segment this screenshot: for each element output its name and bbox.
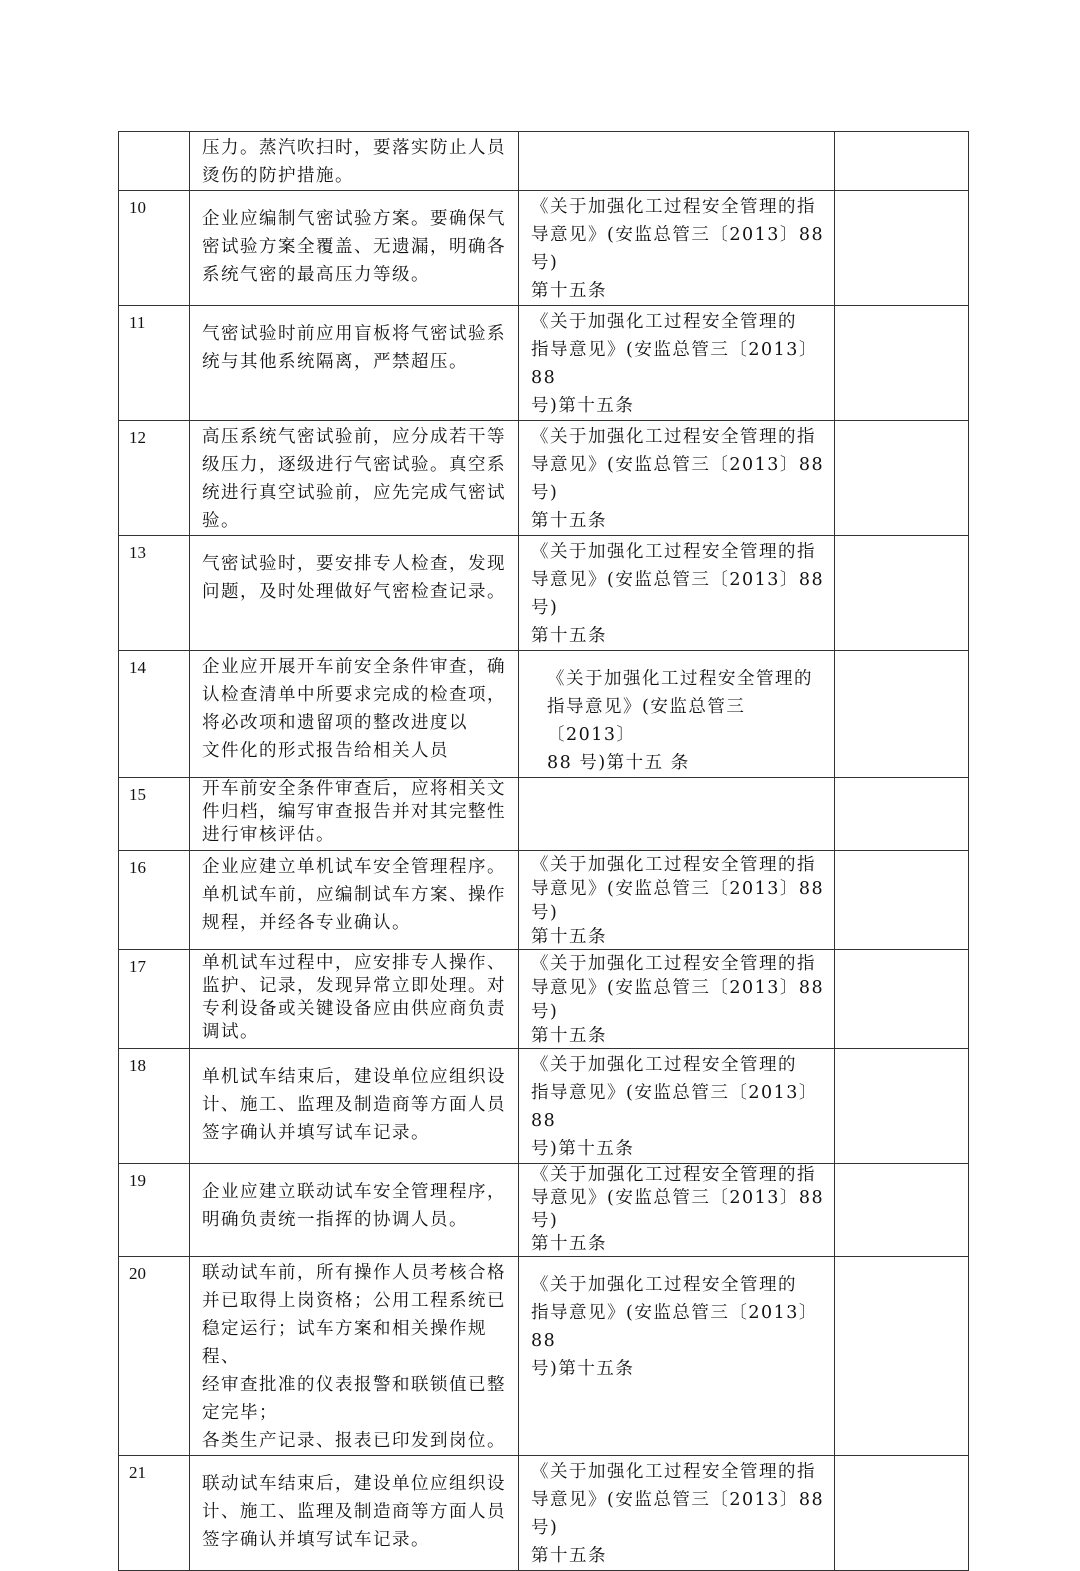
basis-cell xyxy=(519,1456,835,1571)
requirement-text: 气密试验时前应用盲板将气密试验系 统与其他系统隔离，严禁超压。 xyxy=(202,324,506,372)
table-row xyxy=(119,306,969,421)
remark-cell xyxy=(835,851,969,950)
table-row xyxy=(119,421,969,536)
basis-text: 《关于加强化工过程安全管理的指 导意见》(安监总管三〔2013〕88 号) 第十五条 xyxy=(531,197,825,301)
basis-cell xyxy=(519,651,835,778)
requirement-text: 企业应建立联动试车安全管理程序， 明确负责统一指挥的协调人员。 xyxy=(202,1182,506,1230)
basis-text: 《关于加强化工过程安全管理的 指导意见》(安监总管三〔2013〕88 号)第十五条 xyxy=(531,1055,818,1159)
requirement-cell xyxy=(190,1049,519,1164)
table-row xyxy=(119,778,969,851)
basis-cell xyxy=(519,1049,835,1164)
row-number: 16 xyxy=(119,851,190,950)
basis-text: 《关于加强化工过程安全管理的 指导意见》(安监总管三〔2013〕88 号)第十五条 xyxy=(531,312,818,416)
basis-cell xyxy=(519,306,835,421)
requirement-cell xyxy=(190,651,519,778)
table-row xyxy=(119,851,969,950)
basis-text: 《关于加强化工过程安全管理的指 导意见》(安监总管三〔2013〕88 号) 第十五条 xyxy=(531,855,825,947)
requirement-text: 单机试车过程中，应安排专人操作、 监护、记录，发现异常立即处理。对 专利设备或关键设备应由供应商负责 调试。 xyxy=(202,953,506,1042)
row-number: 10 xyxy=(119,191,190,306)
table-row xyxy=(119,651,969,778)
requirement-text: 开车前安全条件审查后，应将相关文 件归档，编写审查报告并对其完整性 进行审核评估。 xyxy=(202,779,506,845)
requirement-cell xyxy=(190,1164,519,1257)
requirement-cell xyxy=(190,306,519,421)
row-number: 21 xyxy=(119,1456,190,1571)
remark-cell xyxy=(835,306,969,421)
safety-checklist-table xyxy=(118,131,969,1571)
basis-cell xyxy=(519,1164,835,1257)
requirement-cell xyxy=(190,950,519,1049)
basis-cell xyxy=(519,191,835,306)
remark-cell xyxy=(835,950,969,1049)
row-number: 18 xyxy=(119,1049,190,1164)
basis-cell xyxy=(519,851,835,950)
basis-text: 《关于加强化工过程安全管理的指 导意见》(安监总管三〔2013〕88 号) 第十五条 xyxy=(531,954,825,1046)
row-number: 15 xyxy=(119,778,190,851)
requirement-text: 联动试车前，所有操作人员考核合格 并已取得上岗资格；公用工程系统已 稳定运行；试车方案和相关操作规程、 经审查批准的仪表报警和联锁值已整 定完毕； 各类生产记录、报表已印发到岗位。 xyxy=(202,1263,506,1451)
remark-cell xyxy=(835,1456,969,1571)
basis-text: 《关于加强化工过程安全管理的指 导意见》(安监总管三〔2013〕88 号) 第十五条 xyxy=(531,542,825,646)
row-number: 20 xyxy=(119,1257,190,1456)
basis-cell xyxy=(519,1257,835,1456)
remark-cell xyxy=(835,1049,969,1164)
requirement-text: 单机试车结束后，建设单位应组织设 计、施工、监理及制造商等方面人员 签字确认并填写试车记录。 xyxy=(202,1067,506,1143)
remark-cell xyxy=(835,191,969,306)
remark-cell xyxy=(835,1164,969,1257)
requirement-cell xyxy=(190,191,519,306)
table-row xyxy=(119,1164,969,1257)
basis-cell xyxy=(519,950,835,1049)
requirement-cell xyxy=(190,421,519,536)
row-number: 17 xyxy=(119,950,190,1049)
table-row xyxy=(119,536,969,651)
remark-cell xyxy=(835,132,969,191)
basis-text: 《关于加强化工过程安全管理的指 导意见》(安监总管三〔2013〕88 号) 第十五条 xyxy=(531,1165,825,1254)
remark-cell xyxy=(835,651,969,778)
remark-cell xyxy=(835,1257,969,1456)
table-row xyxy=(119,1257,969,1456)
requirement-cell xyxy=(190,1257,519,1456)
requirement-cell xyxy=(190,536,519,651)
basis-text: 《关于加强化工过程安全管理的 指导意见》(安监总管三〔2013〕88 号)第十五条 xyxy=(531,1275,818,1379)
row-number: 12 xyxy=(119,421,190,536)
requirement-text: 联动试车结束后，建设单位应组织设 计、施工、监理及制造商等方面人员 签字确认并填写试车记录。 xyxy=(202,1474,506,1550)
requirement-cell xyxy=(190,778,519,851)
row-number: 11 xyxy=(119,306,190,421)
basis-text: 《关于加强化工过程安全管理的指 导意见》(安监总管三〔2013〕88 号) 第十五条 xyxy=(531,427,825,531)
basis-cell xyxy=(519,132,835,191)
table-row xyxy=(119,950,969,1049)
requirement-text: 企业应编制气密试验方案。要确保气 密试验方案全覆盖、无遗漏，明确各 系统气密的最高压力等级。 xyxy=(202,209,506,285)
row-number: 19 xyxy=(119,1164,190,1257)
basis-text: 《关于加强化工过程安全管理的指 导意见》(安监总管三〔2013〕88 号) 第十五条 xyxy=(531,1462,825,1566)
table-row xyxy=(119,1456,969,1571)
basis-cell xyxy=(519,778,835,851)
remark-cell xyxy=(835,536,969,651)
table-row xyxy=(119,191,969,306)
requirement-text: 气密试验时，要安排专人检查，发现 问题，及时处理做好气密检查记录。 xyxy=(202,554,506,602)
remark-cell xyxy=(835,778,969,851)
remark-cell xyxy=(835,421,969,536)
row-number: 14 xyxy=(119,651,190,778)
row-number xyxy=(119,132,190,191)
requirement-text: 压力。蒸汽吹扫时，要落实防止人员 烫伤的防护措施。 xyxy=(202,138,506,186)
basis-text: 《关于加强化工过程安全管理的 指导意见》(安监总管三〔2013〕 88 号)第十五 条 xyxy=(547,669,813,773)
requirement-cell xyxy=(190,132,519,191)
requirement-cell xyxy=(190,1456,519,1571)
basis-cell xyxy=(519,536,835,651)
table-row xyxy=(119,132,969,191)
table-row xyxy=(119,1049,969,1164)
requirement-cell xyxy=(190,851,519,950)
requirement-text: 企业应建立单机试车安全管理程序。 单机试车前，应编制试车方案、操作 规程，并经各专业确认。 xyxy=(202,857,506,933)
requirement-text: 企业应开展开车前安全条件审查，确 认检查清单中所要求完成的检查项， 将必改项和遗留项的整改进度以 文件化的形式报告给相关人员 xyxy=(202,657,506,761)
row-number: 13 xyxy=(119,536,190,651)
basis-cell xyxy=(519,421,835,536)
requirement-text: 高压系统气密试验前，应分成若干等 级压力，逐级进行气密试验。真空系 统进行真空试验前，应先完成气密试 验。 xyxy=(202,427,506,531)
